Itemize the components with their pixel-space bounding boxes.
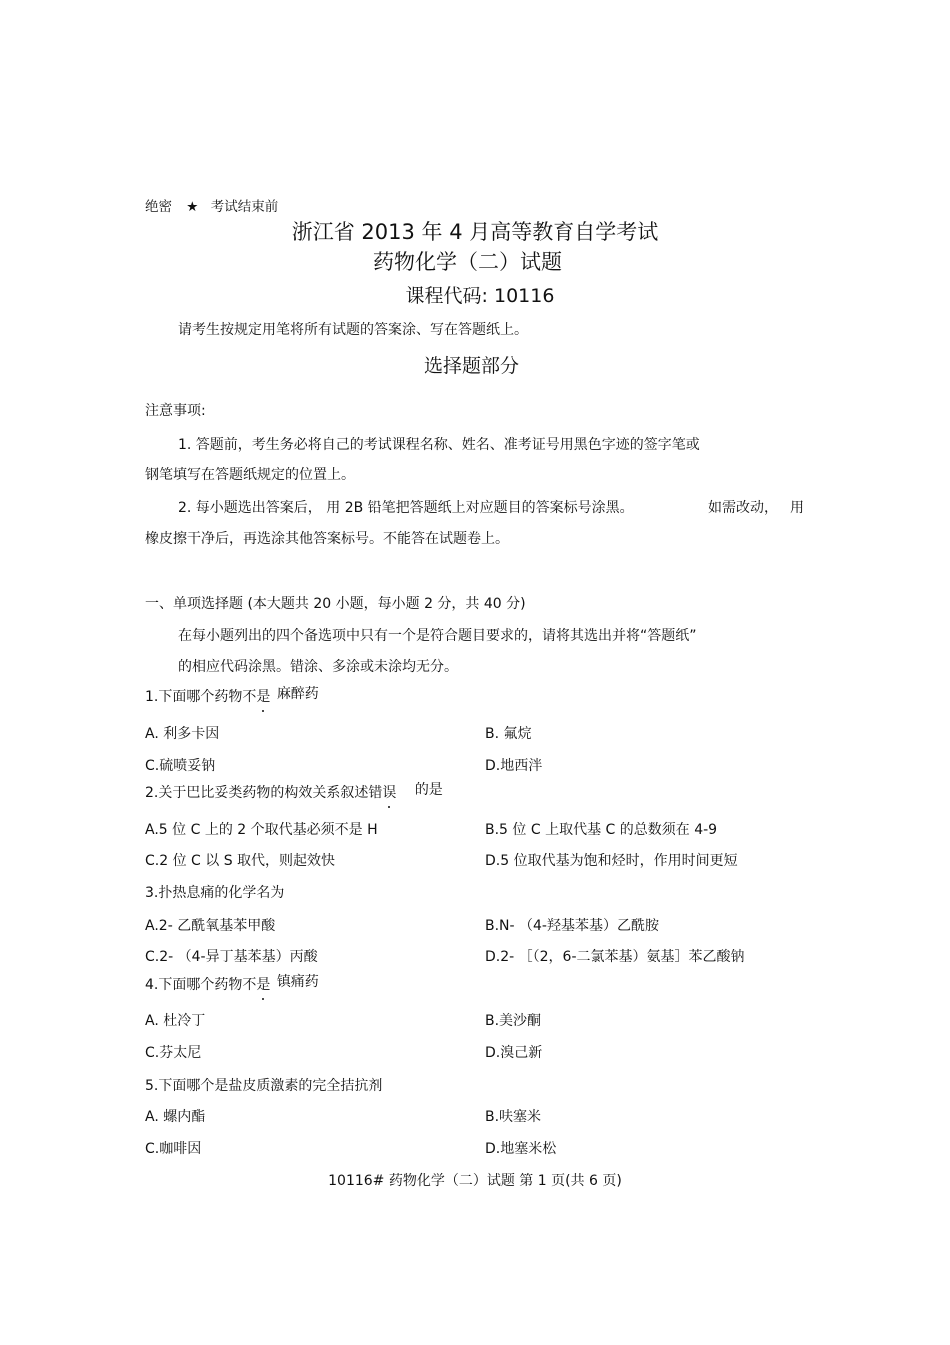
exam-instruction: 请考生按规定用笔将所有试题的答案涂、写在答题纸上。 — [178, 322, 528, 338]
course-code: 课程代码: 10116 — [405, 285, 555, 307]
question-3-option-c: C.2- （4-异丁基苯基）丙酸 — [145, 949, 318, 965]
emphasis-mark: 是 — [256, 977, 271, 993]
question-1-option-c: C.硫喷妥钠 — [145, 758, 216, 774]
question-4-option-c: C.芬太尼 — [145, 1045, 202, 1061]
question-2-option-c: C.2 位 C 以 S 取代，则起效快 — [145, 853, 336, 869]
section-title: 选择题部分 — [423, 355, 519, 377]
question-5-stem: 5.下面哪个是盐皮质激素的完全拮抗剂 — [145, 1078, 383, 1094]
question-5-option-c: C.咖啡因 — [145, 1141, 202, 1157]
emphasis-mark: 是 — [256, 689, 271, 705]
note-1-line-2: 钢笔填写在答题纸规定的位置上。 — [145, 467, 355, 483]
question-2-option-a: A.5 位 C 上的 2 个取代基必须不是 H — [145, 822, 378, 838]
question-1-option-a: A. 利多卡因 — [145, 726, 220, 742]
question-1-option-b: B. 氟烷 — [485, 726, 532, 742]
exam-title: 浙江省 2013 年 4 月高等教育自学考试 — [291, 220, 659, 244]
question-4-stem: 4.下面哪个药物不是 镇痛药 — [145, 974, 319, 993]
secret-label-line — [145, 195, 278, 215]
note-1-line-1: 1. 答题前，考生务必将自己的考试课程名称、姓名、准考证号用黑色字迹的签字笔或 — [178, 437, 700, 453]
part-1-heading: 一、单项选择题 (本大题共 20 小题，每小题 2 分，共 40 分) — [145, 596, 526, 612]
question-2-stem: 2.关于巴比妥类药物的构效关系叙述错误 的是 — [145, 782, 443, 801]
star-icon: ★ — [186, 199, 199, 215]
question-3-option-a: A.2- 乙酰氧基苯甲酸 — [145, 918, 276, 934]
question-5-option-a: A. 螺内酯 — [145, 1109, 206, 1125]
question-2-option-b: B.5 位 C 上取代基 C 的总数须在 4-9 — [485, 822, 718, 838]
question-4-option-d: D.溴己新 — [485, 1045, 543, 1061]
note-2-line-2: 橡皮擦干净后，再选涂其他答案标号。不能答在试题卷上。 — [145, 531, 509, 547]
subject-title: 药物化学（二）试题 — [373, 250, 562, 274]
before-exam-label: 考试结束前 — [210, 199, 279, 215]
question-5-option-d: D.地塞米松 — [485, 1141, 557, 1157]
question-2-option-d: D.5 位取代基为饱和烃时，作用时间更短 — [485, 853, 738, 869]
question-4-option-b: B.美沙酮 — [485, 1013, 542, 1029]
notes-label: 注意事项: — [145, 403, 206, 419]
note-2-line-1-b: 如需改动， — [708, 500, 778, 516]
emphasis-mark: 误 — [382, 785, 397, 801]
part-1-desc-line-2: 的相应代码涂黑。错涂、多涂或未涂均无分。 — [178, 659, 458, 675]
part-1-desc-line-1: 在每小题列出的四个备选项中只有一个是符合题目要求的，请将其选出并将“答题纸” — [178, 628, 697, 644]
question-3-stem: 3.扑热息痛的化学名为 — [145, 885, 285, 901]
question-4-option-a: A. 杜冷丁 — [145, 1013, 206, 1029]
question-1-stem: 1.下面哪个药物不是 麻醉药 — [145, 686, 319, 705]
page-footer: 10116# 药物化学（二）试题 第 1 页(共 6 页) — [328, 1173, 622, 1189]
note-2-line-1: 2. 每小题选出答案后， 用 2B 铅笔把答题纸上对应题目的答案标号涂黑。 — [178, 500, 634, 516]
note-2-line-1-c: 用 — [790, 500, 804, 516]
question-3-option-d: D.2- ［（2，6-二氯苯基）氨基］苯乙酸钠 — [485, 949, 745, 965]
question-1-option-d: D.地西泮 — [485, 758, 543, 774]
question-5-option-b: B.呋塞米 — [485, 1109, 542, 1125]
question-3-option-b: B.N- （4-羟基苯基）乙酰胺 — [485, 918, 659, 934]
secret-label: 绝密 — [145, 199, 172, 215]
